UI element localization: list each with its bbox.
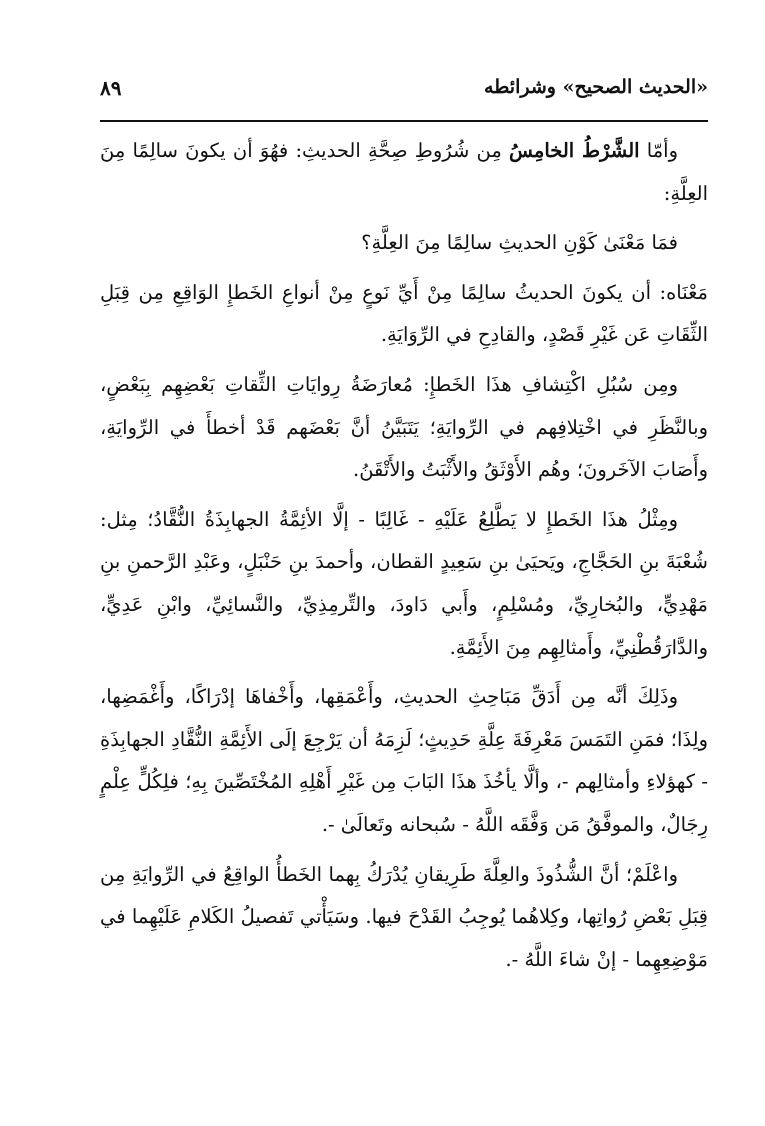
bold-term: الشَّرْطُ الخامِسُ	[509, 139, 640, 162]
page-body	[100, 130, 708, 988]
paragraph-text: مِن شُرُوطِ صِحَّةِ الحديثِ: فهُوَ أن يكونَ سالِمًا مِنَ العِلَّةِ:	[100, 139, 708, 205]
paragraph-meaning: مَعْنَاه: أن يكونَ الحديثُ سالِمًا مِنْ أَيِّ نَوعٍ مِنْ أنواعِ الخَطإِ الوَاقِعِ مِن قِبَلِ الثِّقَاتِ عَن غَيْرِ قَصْدٍ، والقادِحِ في الرِّوَايَةِ.	[100, 280, 708, 347]
page-number: ٨٩	[100, 76, 122, 100]
page-header	[100, 76, 708, 116]
paragraph-conclusion: واعْلَمْ؛ أنَّ الشُّذُوذَ والعِلَّةَ طَرِيقانِ يُدْرَكُ بِهما الخَطأُ الواقِعُ في الرِّوايَةِ مِن قِبَلِ بَعْضِ رُواتِها، وكِلاهُما يُوجِبُ القَدْحَ فيها. وسَيَأْتي تَفصيلُ الكَلامِ عَلَيْهِما في مَوْضِعِهِما - إنْ شاءَ اللَّهُ -.	[100, 862, 708, 971]
paragraph-imams: ومِثْلُ هذَا الخَطإِ لا يَطَّلِعُ عَلَيْهِ - غَالِبًا - إلَّا الأئِمَّةُ الجهابِذَةُ النُّقَّادُ؛ مِثل: شُعْبَةَ بنِ الحَجَّاجِ، ويَحيَىٰ بنِ سَعِيدٍ القطان، وأحمدَ بنِ حَنْبَلٍ، وعَبْدِ الرَّحمنِ بنِ مَهْدِيٍّ، والبُخارِيِّ، ومُسْلِمٍ، وأَبي دَاودَ، والتِّرمِذِيِّ، والنَّسائِيِّ، وابْنِ عَدِيٍّ، والدَّارَقُطْنِيِّ، وأَمثالِهِم مِنَ الأَئِمَّةِ.	[100, 507, 708, 659]
paragraph-question: فمَا مَعْنَىٰ كَوْنِ الحديثِ سالِمًا مِنَ العِلَّةِ؟	[361, 231, 678, 255]
header-rule	[100, 120, 708, 122]
running-title: «الحديث الصحيح» وشرائطه	[484, 76, 708, 98]
paragraph-fifth-condition	[100, 130, 708, 215]
paragraph-difficulty: وذَلِكَ أنَّه مِن أَدَقِّ مَبَاحِثِ الحديثِ، وأَعْمَقِها، وأَخْفاهَا إدْرَاكًا، وأَغْمَضِها، ولِذَا؛ فمَنِ التَمَسَ مَعْرِفَةَ عِلَّةِ حَدِيثٍ؛ لَزِمَهُ أن يَرْجِعَ إلَى الأَئِمَّةِ النُّقَّادِ الجهابِذَةِ - كهؤلاءِ وأمثالِهم -، وألَّا يأخُذَ هذَا البَابَ مِن غَيْرِ أَهْلِهِ المُخْتَصِّينَ بِهِ؛ فلِكُلٍّ عِلْمٍ رِجَالٌ، والموفَّقُ مَن وَفَّقَه اللَّهُ - سُبحانه وتَعالَىٰ -.	[100, 685, 708, 836]
paragraph-methods: ومِن سُبُلِ اكْتِشافِ هذَا الخَطإِ: مُعارَضَةُ رِوايَاتِ الثِّقاتِ بَعْضِهِم بِبَعْضٍ، وبالنَّظَرِ في اخْتِلافِهم في الرِّوايَةِ؛ يَتَبَيَّنُ أنَّ بَعْضَهم قَدْ أخطأَ في الرِّوايَةِ، وأَصَابَ الآخَرونَ؛ وهُم الأَوْثَقُ والأَثْبَتُ والأَتْقَنُ.	[100, 372, 708, 482]
paragraph-text: وأمّا	[639, 139, 679, 162]
